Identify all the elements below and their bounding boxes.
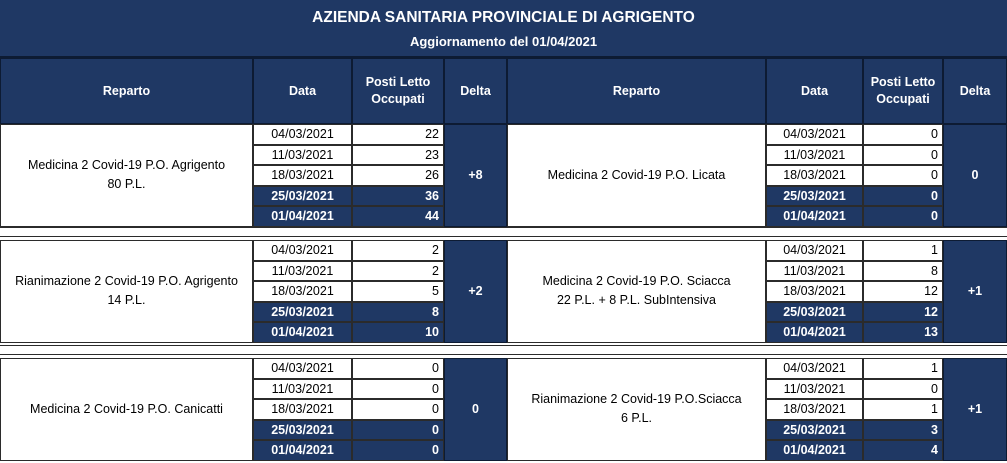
reparto-cell — [507, 240, 766, 343]
block-separator — [0, 345, 1007, 355]
col-header-posti-left — [352, 58, 444, 124]
occupied-beds-cell: 0 — [352, 440, 444, 461]
occupied-beds-cell: 26 — [352, 165, 444, 186]
col-header-data-right: Data — [766, 58, 863, 124]
occupied-beds-cell: 4 — [863, 440, 943, 461]
occupied-beds-cell: 0 — [863, 379, 943, 400]
date-cell: 04/03/2021 — [253, 124, 352, 145]
posti-line2: Occupati — [876, 92, 930, 106]
occupied-beds-cell: 1 — [863, 399, 943, 420]
reparto-cell — [0, 240, 253, 343]
occupied-beds-cell: 12 — [863, 281, 943, 302]
delta-cell: 0 — [943, 124, 1007, 227]
occupied-beds-cell: 2 — [352, 240, 444, 261]
date-cell: 04/03/2021 — [253, 358, 352, 379]
occupied-beds-cell: 10 — [352, 322, 444, 343]
occupied-beds-cell: 22 — [352, 124, 444, 145]
date-cell: 11/03/2021 — [766, 145, 863, 166]
delta-cell: 0 — [444, 358, 507, 461]
col-header-posti-right — [863, 58, 943, 124]
date-cell: 01/04/2021 — [253, 206, 352, 227]
occupied-beds-cell: 0 — [863, 124, 943, 145]
reparto-capacity: 6 P.L. — [620, 411, 653, 426]
date-cell: 04/03/2021 — [766, 240, 863, 261]
reparto-name: Medicina 2 Covid-19 P.O. Canicatti — [30, 401, 223, 416]
date-cell: 01/04/2021 — [253, 440, 352, 461]
date-cell: 11/03/2021 — [253, 261, 352, 282]
col-header-data-left: Data — [253, 58, 352, 124]
occupied-beds-cell: 36 — [352, 186, 444, 207]
date-cell: 04/03/2021 — [253, 240, 352, 261]
delta-cell: +1 — [943, 240, 1007, 343]
date-cell: 25/03/2021 — [253, 186, 352, 207]
reparto-cell — [507, 358, 766, 461]
posti-line2: Occupati — [371, 92, 425, 106]
occupied-beds-cell: 0 — [863, 165, 943, 186]
occupied-beds-cell: 0 — [352, 399, 444, 420]
date-cell: 25/03/2021 — [253, 302, 352, 323]
reparto-capacity: 14 P.L. — [107, 293, 146, 308]
col-header-delta-left: Delta — [444, 58, 507, 124]
report-subtitle: Aggiornamento del 01/04/2021 — [409, 34, 598, 49]
reparto-name: Rianimazione 2 Covid-19 P.O.Sciacca — [531, 392, 742, 407]
occupied-beds-cell: 0 — [352, 379, 444, 400]
report-header — [0, 0, 1007, 58]
reparto-name: Rianimazione 2 Covid-19 P.O. Agrigento — [15, 274, 238, 289]
col-header-reparto-right: Reparto — [507, 58, 766, 124]
occupied-beds-cell: 2 — [352, 261, 444, 282]
date-cell: 25/03/2021 — [253, 420, 352, 441]
date-cell: 04/03/2021 — [766, 124, 863, 145]
occupied-beds-cell: 0 — [863, 145, 943, 166]
occupied-beds-cell: 0 — [863, 186, 943, 207]
reparto-name: Medicina 2 Covid-19 P.O. Licata — [547, 167, 726, 182]
block-separator — [0, 227, 1007, 237]
report-title: AZIENDA SANITARIA PROVINCIALE DI AGRIGENTO — [312, 9, 695, 26]
occupied-beds-cell: 3 — [863, 420, 943, 441]
date-cell: 01/04/2021 — [766, 322, 863, 343]
reparto-cell — [0, 358, 253, 461]
occupied-beds-cell: 44 — [352, 206, 444, 227]
date-cell: 25/03/2021 — [766, 302, 863, 323]
occupied-beds-cell: 0 — [352, 358, 444, 379]
occupied-beds-cell: 0 — [352, 420, 444, 441]
occupied-beds-cell: 5 — [352, 281, 444, 302]
date-cell: 18/03/2021 — [766, 281, 863, 302]
date-cell: 01/04/2021 — [766, 440, 863, 461]
occupied-beds-cell: 1 — [863, 240, 943, 261]
occupied-beds-cell: 12 — [863, 302, 943, 323]
date-cell: 18/03/2021 — [253, 281, 352, 302]
posti-line1: Posti Letto — [870, 75, 936, 89]
date-cell: 18/03/2021 — [253, 165, 352, 186]
delta-cell: +2 — [444, 240, 507, 343]
occupied-beds-cell: 8 — [352, 302, 444, 323]
reparto-cell — [0, 124, 253, 227]
date-cell: 01/04/2021 — [766, 206, 863, 227]
posti-line1: Posti Letto — [365, 75, 431, 89]
date-cell: 18/03/2021 — [766, 399, 863, 420]
reparto-name: Medicina 2 Covid-19 P.O. Agrigento — [27, 158, 226, 173]
date-cell: 04/03/2021 — [766, 358, 863, 379]
col-header-reparto-left: Reparto — [0, 58, 253, 124]
date-cell: 11/03/2021 — [253, 145, 352, 166]
date-cell: 25/03/2021 — [766, 420, 863, 441]
date-cell: 11/03/2021 — [766, 261, 863, 282]
date-cell: 18/03/2021 — [766, 165, 863, 186]
occupied-beds-cell: 13 — [863, 322, 943, 343]
date-cell: 11/03/2021 — [766, 379, 863, 400]
occupied-beds-cell: 8 — [863, 261, 943, 282]
occupied-beds-cell: 23 — [352, 145, 444, 166]
delta-cell: +1 — [943, 358, 1007, 461]
col-header-delta-right: Delta — [943, 58, 1007, 124]
occupied-beds-cell: 1 — [863, 358, 943, 379]
occupied-beds-cell: 0 — [863, 206, 943, 227]
date-cell: 01/04/2021 — [253, 322, 352, 343]
reparto-capacity: 22 P.L. + 8 P.L. SubIntensiva — [556, 293, 717, 308]
date-cell: 18/03/2021 — [253, 399, 352, 420]
date-cell: 25/03/2021 — [766, 186, 863, 207]
delta-cell: +8 — [444, 124, 507, 227]
reparto-name: Medicina 2 Covid-19 P.O. Sciacca — [542, 274, 731, 289]
reparto-cell — [507, 124, 766, 227]
date-cell: 11/03/2021 — [253, 379, 352, 400]
reparto-capacity: 80 P.L. — [107, 177, 146, 192]
